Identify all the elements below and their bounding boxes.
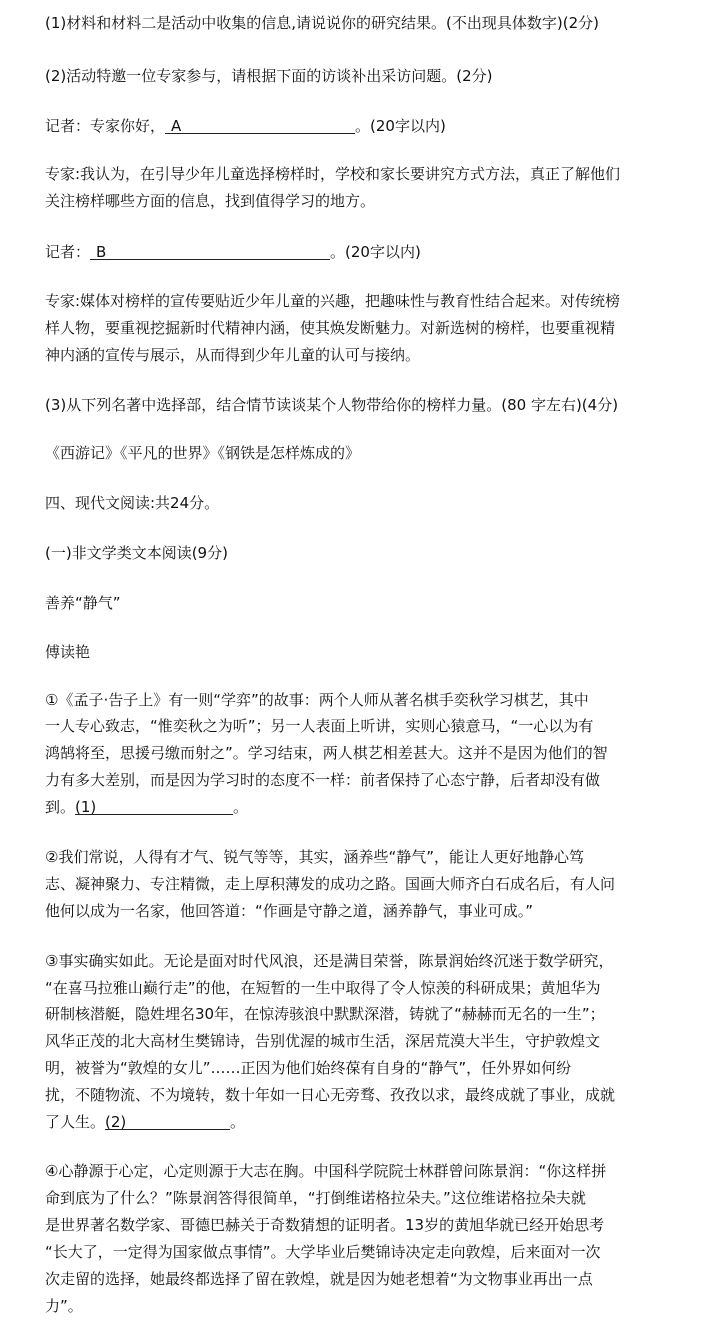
- paragraph-3-line-4: 风华正茂的北大高材生樊锦诗，告别优渥的城市生活，深居荒漠大半生，守护敦煌文: [45, 1032, 601, 1050]
- paragraph-4-line-2: 命到底为了什么？”陈景润答得很简单，“打倒维诺格拉朵夫。”这位维诺格拉朵夫就: [45, 1189, 586, 1207]
- paragraph-4-line-1: ④心静源于心定，心定则源于大志在胸。中国科学院院士林群曾问陈景润：“你这样拼: [45, 1162, 607, 1180]
- reporter-line-a: [45, 116, 446, 136]
- book-list: 《西游记》《平凡的世界》《钢铁是怎样炼成的》: [45, 444, 361, 462]
- question-3: (3)从下列名著中选择部，结合情节读谈某个人物带给你的榜样力量。(80 字左右)(4分): [45, 396, 619, 414]
- paragraph-2-line-3: 他何以成为一名家，他回答道：“作画是守静之道，涵养静气，事业可成。”: [45, 902, 534, 920]
- answer-blank-b[interactable]: [90, 242, 330, 260]
- paragraph-3-line-3: 研制核潜艇，隐姓埋名30年，在惊涛骇浪中默默深潜，铸就了“赫赫而无名的一生”；: [45, 1005, 605, 1023]
- paragraph-1-line-1: ①《孟子·告子上》有一则“学弈”的故事：两个人师从著名棋手奕秋学习棋艺，其中: [45, 691, 589, 709]
- reporter-suffix: 。(20字以内): [330, 243, 421, 261]
- answer-blank-a[interactable]: [165, 116, 355, 134]
- paragraph-3-end-prefix: 了人生。: [45, 1113, 106, 1131]
- answer-blank-2[interactable]: [105, 1112, 230, 1130]
- paragraph-1-line-2: 一人专心致志，“惟奕秋之为听”；另一人表面上听讲，实则心猿意马，“一心以为有: [45, 717, 594, 735]
- blank-label-2: (2): [105, 1113, 127, 1131]
- blank-label-1: (1): [75, 798, 97, 816]
- paragraph-3-line-5: 明，被誉为“敦煌的女儿”……正因为他们始终葆有自身的“静气”，任外界如何纷: [45, 1059, 572, 1077]
- blank-label-b: B: [96, 243, 107, 261]
- question-1: (1)材料和材料二是活动中收集的信息,请说说你的研究结果。(不出现具体数字)(2分): [45, 14, 599, 32]
- paragraph-1-line-5: [45, 797, 248, 817]
- paragraph-3-line-1: ③事实确实如此。无论是面对时代风浪，还是满目荣誉，陈景润始终沉迷于数学研究，: [45, 952, 614, 970]
- paragraph-2-line-2: 志、凝神聚力、专注精微，走上厚积薄发的成功之路。国画大师齐白石成名后，有人问: [45, 875, 616, 893]
- paragraph-3-end-suffix: 。: [230, 1113, 246, 1131]
- paragraph-1-end-suffix: 。: [233, 798, 249, 816]
- paragraph-4-line-5: 次走留的选择，她最终都选择了留在敦煌，就是因为她老想着“为文物事业再出一点: [45, 1270, 593, 1288]
- paragraph-3-line-6: 扰，不随物流、不为境转，数十年如一日心无旁骛、孜孜以求，最终成就了事业，成就: [45, 1086, 616, 1104]
- section-heading: 四、现代文阅读:共24分。: [45, 494, 220, 512]
- paragraph-3-line-2: “在喜马拉雅山巅行走”的他，在短暂的一生中取得了令人惊羡的科研成果；黄旭华为: [45, 979, 601, 997]
- expert-answer-2-line-2: 样人物，要重视挖掘新时代精神内涵，使其焕发断魅力。对新选树的榜样，也要重视精: [45, 319, 616, 337]
- paragraph-1-end-prefix: 到。: [45, 798, 76, 816]
- article-title: 善养“静气”: [45, 594, 121, 612]
- reporter-suffix: 。(20字以内): [355, 117, 446, 135]
- paragraph-2-line-1: ②我们常说，人得有才气、锐气等等，其实，涵养些“静气”，能让人更好地静心笃: [45, 848, 584, 866]
- paragraph-4-line-3: 是世界著名数学家、哥德巴赫关于奇数猜想的证明者。13岁的黄旭华就已经开始思考: [45, 1216, 605, 1234]
- reporter-prefix: 记者：: [45, 243, 91, 261]
- question-2: (2)活动特邀一位专家参与，请根据下面的访谈补出采访问题。(2分): [45, 67, 493, 85]
- expert-answer-2-line-1: 专家:媒体对榜样的宣传要贴近少年儿童的兴趣，把趣味性与教育性结合起来。对传统榜: [45, 292, 621, 310]
- paragraph-4-line-6: 力”。: [45, 1297, 83, 1315]
- article-author: 傅读艳: [45, 643, 91, 661]
- reporter-line-b: [45, 242, 421, 262]
- reporter-prefix: 记者：专家你好，: [45, 117, 166, 135]
- paragraph-1-line-4: 力有多大差别，而是因为学习时的态度不一样：前者保持了心态宁静，后者却没有做: [45, 771, 601, 789]
- subsection-heading: (一)非文学类文本阅读(9分): [45, 544, 228, 562]
- paragraph-4-line-4: “长大了，一定得为国家做点事情”。大学毕业后樊锦诗决定走向敦煌，后来面对一次: [45, 1243, 601, 1261]
- paragraph-1-line-3: 鸿鹄将至，思援弓缴而射之”。学习结束，两人棋艺相差甚大。这并不是因为他们的智: [45, 744, 608, 762]
- expert-answer-1-line-2: 关注榜样哪些方面的信息，找到值得学习的地方。: [45, 192, 376, 210]
- expert-answer-1-line-1: 专家:我认为，在引导少年儿童选择榜样时，学校和家长要讲究方式方法，真正了解他们: [45, 165, 621, 183]
- answer-blank-1[interactable]: [75, 797, 233, 815]
- blank-label-a: A: [171, 117, 182, 135]
- paragraph-3-line-7: [45, 1112, 245, 1132]
- expert-answer-2-line-3: 神内涵的宣传与展示，从而得到少年儿童的认可与接纳。: [45, 346, 421, 364]
